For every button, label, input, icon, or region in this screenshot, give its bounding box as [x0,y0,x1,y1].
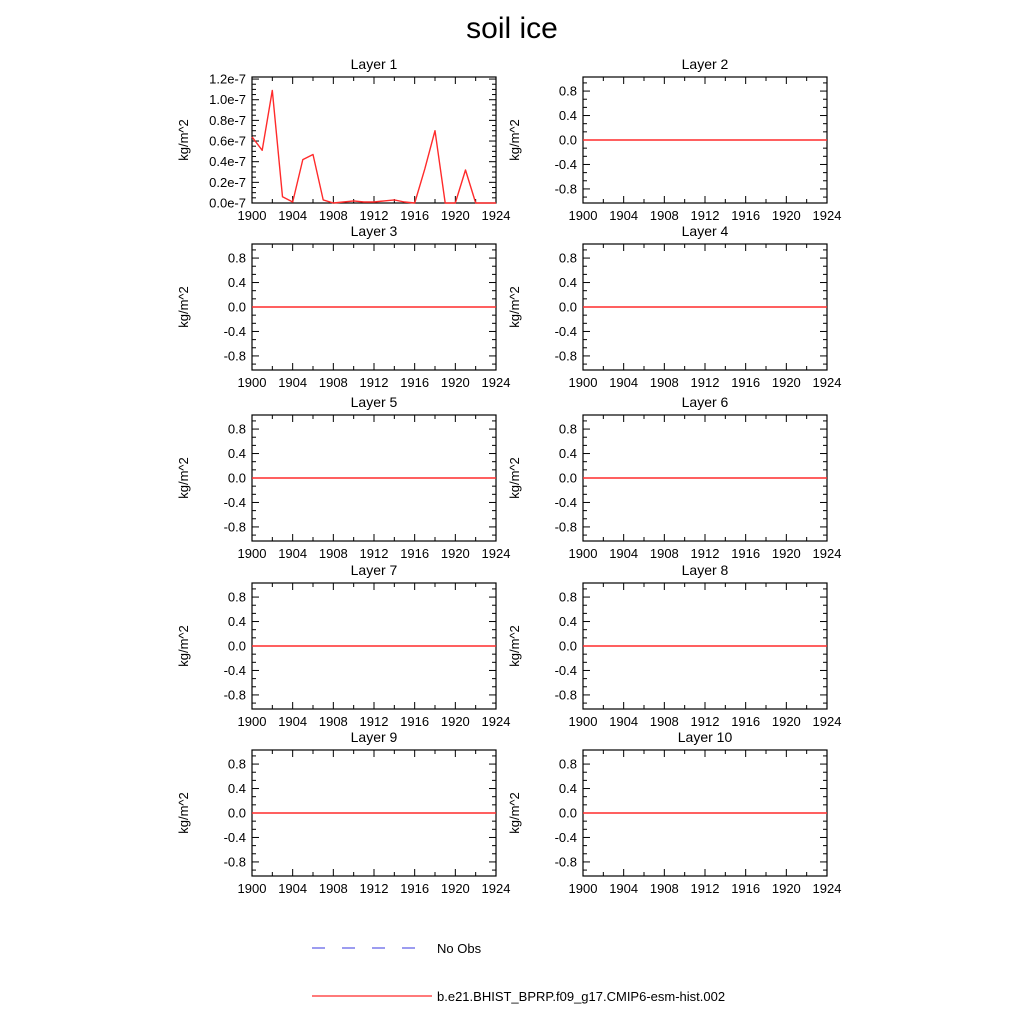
x-tick-label: 1904 [278,208,308,223]
x-tick-label: 1920 [771,881,801,896]
x-tick-label: 1916 [731,208,761,223]
x-tick-label: 1908 [649,714,679,729]
panel-title: Layer 6 [681,394,729,410]
y-tick-label: 0.4e-7 [209,154,246,170]
panel-layer-4 [503,220,841,414]
x-tick-label: 1924 [481,208,511,223]
y-tick-label: 0.0 [558,638,577,654]
x-tick-label: 1924 [812,546,842,561]
x-tick-label: 1908 [649,881,679,896]
x-tick-label: 1916 [400,546,430,561]
x-tick-label: 1900 [568,208,598,223]
x-tick-label: 1912 [359,208,389,223]
x-tick-label: 1924 [481,714,511,729]
x-tick-label: 1900 [237,546,267,561]
panel-layer-8 [503,559,841,753]
y-axis-label: kg/m^2 [176,286,191,328]
x-tick-label: 1908 [649,208,679,223]
panel-title: Layer 9 [350,729,398,745]
y-tick-label: 0.0 [227,805,246,821]
y-tick-label: 0.4 [558,108,577,124]
y-tick-label: 0.8 [227,756,246,772]
x-tick-label: 1920 [440,881,470,896]
x-tick-label: 1908 [318,208,348,223]
x-tick-label: 1916 [731,714,761,729]
panel-title: Layer 2 [681,56,729,72]
y-tick-label: 0.4 [558,614,577,630]
x-tick-label: 1916 [400,375,430,390]
x-tick-label: 1912 [359,546,389,561]
y-tick-label: -0.8 [223,348,246,364]
x-tick-label: 1904 [609,881,639,896]
panel-layer-6 [503,391,841,585]
plot-frame [252,77,496,203]
y-tick-label: 0.0 [227,638,246,654]
x-tick-label: 1912 [690,546,720,561]
panel-layer-3 [172,220,510,414]
y-tick-label: -0.8 [223,519,246,535]
x-tick-label: 1912 [359,881,389,896]
page-title: soil ice [466,12,558,45]
x-tick-label: 1904 [278,375,308,390]
x-tick-label: 1912 [690,714,720,729]
y-tick-label: -0.4 [554,494,577,510]
panel-title: Layer 5 [350,394,398,410]
x-tick-label: 1924 [481,546,511,561]
y-axis-label: kg/m^2 [507,792,522,834]
x-tick-label: 1924 [481,881,511,896]
x-tick-label: 1908 [318,714,348,729]
y-tick-label: -0.4 [554,829,577,845]
y-tick-label: -0.4 [223,323,246,339]
y-tick-label: -0.4 [554,662,577,678]
x-tick-label: 1924 [812,375,842,390]
panel-title: Layer 3 [350,223,398,239]
x-tick-label: 1912 [359,714,389,729]
y-tick-label: 0.4 [227,446,246,462]
x-tick-label: 1904 [609,375,639,390]
y-tick-label: 0.8 [558,589,577,605]
y-tick-label: 0.4 [558,275,577,291]
x-tick-label: 1900 [568,714,598,729]
x-tick-label: 1904 [278,881,308,896]
y-tick-label: -0.4 [223,494,246,510]
y-tick-label: -0.8 [554,348,577,364]
x-tick-label: 1900 [568,546,598,561]
x-tick-label: 1908 [318,546,348,561]
x-tick-label: 1904 [278,546,308,561]
x-tick-label: 1900 [568,881,598,896]
x-tick-label: 1908 [649,375,679,390]
y-tick-label: 0.8 [227,589,246,605]
panel-title: Layer 10 [677,729,733,745]
y-tick-label: -0.8 [554,687,577,703]
y-axis-label: kg/m^2 [176,792,191,834]
panel-layer-10 [503,726,841,920]
y-tick-label: 0.4 [227,781,246,797]
y-axis-label: kg/m^2 [176,119,191,161]
y-axis-label: kg/m^2 [507,119,522,161]
x-tick-label: 1900 [237,881,267,896]
x-tick-label: 1904 [609,208,639,223]
x-tick-label: 1916 [400,714,430,729]
y-tick-label: 0.2e-7 [209,174,246,190]
y-tick-label: 0.4 [558,446,577,462]
y-tick-label: -0.4 [554,323,577,339]
x-tick-label: 1920 [771,546,801,561]
y-tick-label: -0.8 [223,854,246,870]
y-tick-label: 0.0 [558,299,577,315]
x-tick-label: 1912 [359,375,389,390]
y-tick-label: 0.4 [227,614,246,630]
y-tick-label: 0.4 [558,781,577,797]
x-tick-label: 1924 [812,881,842,896]
y-tick-label: 0.4 [227,275,246,291]
x-tick-label: 1916 [400,881,430,896]
y-tick-label: 0.0 [558,805,577,821]
y-tick-label: 0.8e-7 [209,112,246,128]
panel-layer-1 [172,53,510,247]
panel-layer-9 [172,726,510,920]
series-line [252,90,496,203]
panel-title: Layer 7 [350,562,398,578]
y-axis-label: kg/m^2 [507,625,522,667]
x-tick-label: 1920 [440,714,470,729]
y-tick-label: -0.8 [554,181,577,197]
x-tick-label: 1912 [690,208,720,223]
y-axis-label: kg/m^2 [507,286,522,328]
x-tick-label: 1920 [440,208,470,223]
y-tick-label: 0.6e-7 [209,133,246,149]
panel-title: Layer 8 [681,562,729,578]
y-tick-label: -0.4 [223,662,246,678]
y-tick-label: 1.2e-7 [209,71,246,87]
x-tick-label: 1916 [731,375,761,390]
y-tick-label: 0.8 [558,250,577,266]
y-tick-label: 0.8 [558,421,577,437]
y-tick-label: -0.8 [554,519,577,535]
y-tick-label: 1.0e-7 [209,92,246,108]
panel-title: Layer 1 [350,56,398,72]
x-tick-label: 1908 [318,881,348,896]
y-axis-label: kg/m^2 [507,457,522,499]
y-tick-label: 0.8 [558,83,577,99]
y-tick-label: 0.0 [558,132,577,148]
x-tick-label: 1916 [731,546,761,561]
x-tick-label: 1904 [278,714,308,729]
x-tick-label: 1920 [771,208,801,223]
y-tick-label: 0.0 [227,470,246,486]
x-tick-label: 1900 [237,375,267,390]
x-tick-label: 1908 [318,375,348,390]
x-tick-label: 1900 [568,375,598,390]
y-axis-label: kg/m^2 [176,625,191,667]
x-tick-label: 1916 [400,208,430,223]
x-tick-label: 1924 [812,714,842,729]
y-tick-label: -0.4 [554,156,577,172]
x-tick-label: 1920 [440,375,470,390]
y-tick-label: 0.8 [227,421,246,437]
x-tick-label: 1920 [771,375,801,390]
y-tick-label: -0.8 [554,854,577,870]
x-tick-label: 1904 [609,546,639,561]
x-tick-label: 1924 [812,208,842,223]
y-tick-label: 0.0 [227,299,246,315]
x-tick-label: 1920 [771,714,801,729]
x-tick-label: 1904 [609,714,639,729]
y-tick-label: -0.8 [223,687,246,703]
x-tick-label: 1912 [690,881,720,896]
y-axis-label: kg/m^2 [176,457,191,499]
panel-title: Layer 4 [681,223,729,239]
x-tick-label: 1920 [440,546,470,561]
x-tick-label: 1916 [731,881,761,896]
x-tick-label: 1900 [237,714,267,729]
no-obs-legend-label: No Obs [437,941,482,956]
x-tick-label: 1924 [481,375,511,390]
y-tick-label: 0.8 [558,756,577,772]
x-tick-label: 1912 [690,375,720,390]
panel-layer-5 [172,391,510,585]
y-tick-label: 0.0 [558,470,577,486]
panel-layer-7 [172,559,510,753]
panel-layer-2 [503,53,841,247]
series-legend-label: b.e21.BHIST_BPRP.f09_g17.CMIP6-esm-hist.002 [437,989,726,1004]
y-tick-label: 0.0e-7 [209,195,246,211]
x-tick-label: 1908 [649,546,679,561]
y-tick-label: 0.8 [227,250,246,266]
x-tick-label: 1900 [237,208,267,223]
legend [300,925,780,1015]
y-tick-label: -0.4 [223,829,246,845]
